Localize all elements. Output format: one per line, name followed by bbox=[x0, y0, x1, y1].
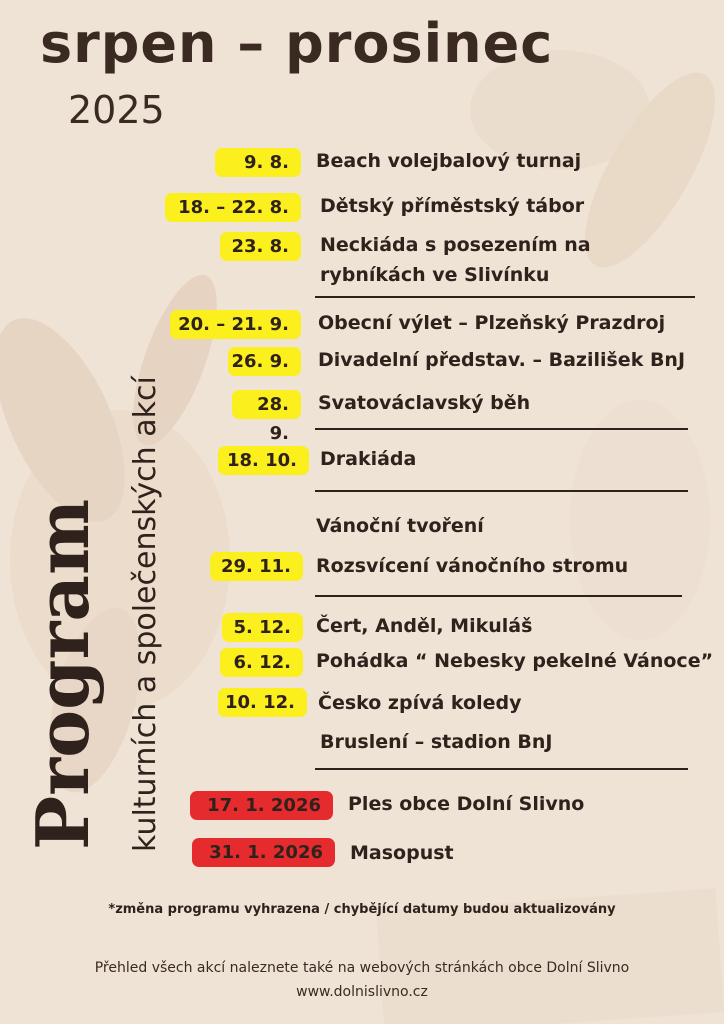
section-divider bbox=[315, 296, 695, 298]
event-date: 29. 11. bbox=[210, 552, 303, 581]
vertical-program-heading: Program bbox=[20, 498, 105, 850]
event-title: Svatováclavský běh bbox=[318, 392, 531, 414]
event-date: 9. 8. bbox=[215, 148, 301, 177]
event-title: Čert, Anděl, Mikuláš bbox=[316, 615, 533, 637]
event-title: Vánoční tvoření bbox=[316, 515, 484, 537]
event-title: Divadelní představ. – Bazilišek BnJ bbox=[318, 349, 686, 371]
event-title: Pohádka “ Nebesky pekelné Vánoce” bbox=[316, 650, 714, 672]
event-date: 6. 12. bbox=[220, 648, 303, 677]
event-title: Neckiáda s posezením na bbox=[320, 234, 591, 256]
program-change-footnote: *změna programu vyhrazena / chybějící datumy budou aktualizovány bbox=[108, 902, 616, 917]
event-title: Rozsvícení vánočního stromu bbox=[316, 555, 629, 577]
event-title: Obecní výlet – Plzeňský Prazdroj bbox=[318, 312, 666, 334]
event-date: 28. 9. bbox=[232, 390, 301, 419]
event-date: 10. 12. bbox=[218, 688, 307, 717]
event-date: 23. 8. bbox=[220, 232, 301, 261]
section-divider bbox=[315, 428, 688, 430]
event-date: 5. 12. bbox=[222, 613, 303, 642]
website-link[interactable]: www.dolnislivno.cz bbox=[296, 984, 428, 1000]
event-date: 31. 1. 2026 bbox=[192, 838, 335, 867]
website-info-text: Přehled všech akcí naleznete také na webových stránkách obce Dolní Slivno bbox=[94, 960, 630, 976]
page-year: 2025 bbox=[68, 88, 165, 132]
event-title: Bruslení – stadion BnJ bbox=[320, 731, 553, 753]
event-date: 17. 1. 2026 bbox=[190, 791, 333, 820]
section-divider bbox=[315, 490, 688, 492]
section-divider bbox=[315, 768, 688, 770]
event-date: 20. – 21. 9. bbox=[170, 310, 301, 339]
event-title: Masopust bbox=[350, 842, 454, 864]
event-title: Ples obce Dolní Slivno bbox=[348, 793, 585, 815]
event-title-continued: rybníkách ve Slivínku bbox=[320, 264, 550, 286]
page-title: srpen – prosinec bbox=[40, 12, 554, 75]
event-date: 26. 9. bbox=[228, 347, 301, 376]
event-date: 18. 10. bbox=[218, 446, 309, 475]
section-divider bbox=[315, 595, 682, 597]
event-title: Drakiáda bbox=[320, 448, 417, 470]
event-date: 18. – 22. 8. bbox=[165, 193, 301, 222]
event-title: Dětský příměstský tábor bbox=[320, 195, 585, 217]
event-title: Česko zpívá koledy bbox=[318, 692, 522, 714]
vertical-subtitle: kulturních a společenských akcí bbox=[128, 376, 163, 852]
event-title: Beach volejbalový turnaj bbox=[316, 150, 582, 172]
